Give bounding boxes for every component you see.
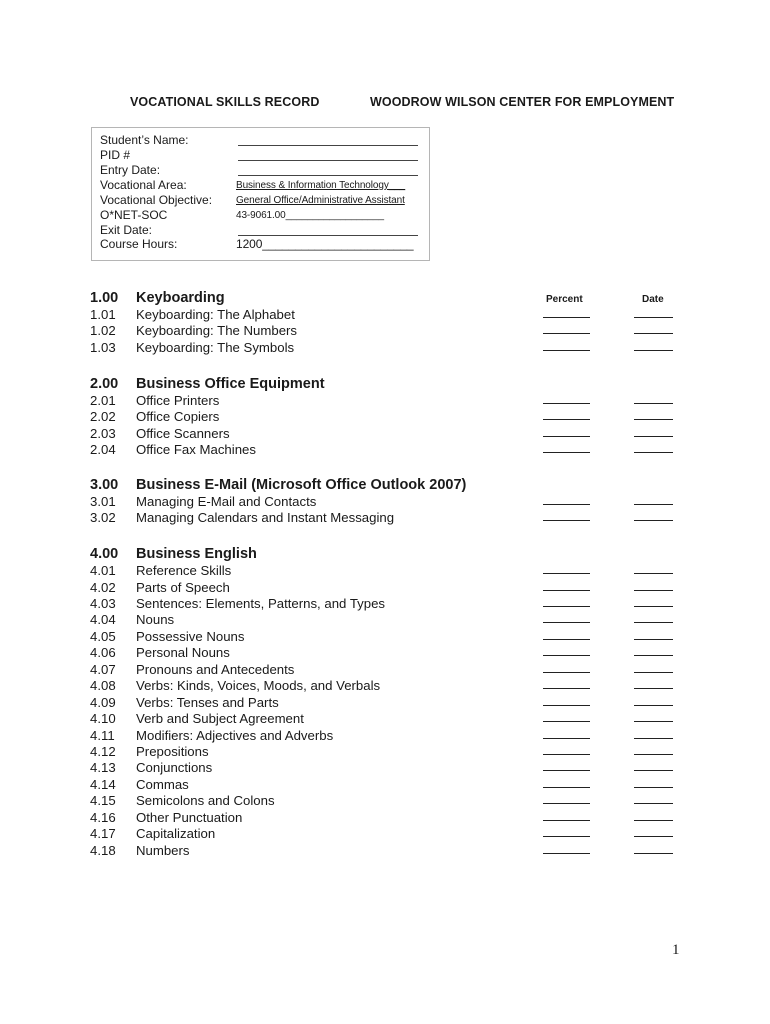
skill-item [90,728,680,744]
section-title: Business Office Equipment [136,376,325,392]
skill-label: Verbs: Kinds, Voices, Moods, and Verbals [136,678,381,694]
skill-item [90,323,680,339]
percent-blank[interactable] [543,853,590,854]
date-blank[interactable] [634,853,673,854]
date-blank[interactable] [634,688,673,689]
date-blank[interactable] [634,738,673,739]
skill-number: 1.03 [90,339,116,355]
skill-number: 4.17 [90,826,116,842]
students-name-label: Student’s Name: [100,133,189,147]
percent-blank[interactable] [543,573,590,574]
skill-number: 4.12 [90,744,116,759]
skill-label: Conjunctions [136,760,213,776]
skill-label: Reference Skills [136,563,232,578]
percent-blank[interactable] [543,403,590,404]
skill-item [90,442,680,458]
percent-blank[interactable] [543,452,590,453]
percent-blank[interactable] [543,770,590,771]
exit-date-label: Exit Date: [100,223,153,237]
skill-label: Possessive Nouns [136,628,245,644]
section-number: 1.00 [90,290,119,306]
date-blank[interactable] [634,770,673,771]
skill-item [90,409,680,425]
skill-item [90,744,680,760]
section-title: Business E-Mail (Microsoft Office Outlook 2007) [136,477,467,493]
date-blank[interactable] [634,590,673,591]
date-blank[interactable] [634,606,673,607]
entry-date-label: Entry Date: [100,163,161,177]
section-number: 4.00 [90,546,119,562]
section-heading [90,546,680,562]
skill-label: Office Fax Machines [136,442,256,458]
date-blank[interactable] [634,504,673,505]
percent-blank[interactable] [543,688,590,689]
page-number: 1 [672,942,680,958]
skill-label: Personal Nouns [136,645,230,661]
skill-number: 4.18 [90,842,116,858]
skill-item [90,629,680,645]
date-blank[interactable] [634,672,673,673]
skill-number: 2.04 [90,442,116,458]
percent-blank[interactable] [543,754,590,755]
vocational-area-label: Vocational Area: [100,178,187,192]
percent-blank[interactable] [543,705,590,706]
percent-blank[interactable] [543,590,590,591]
skill-number: 4.03 [90,595,116,611]
date-column-header: Date [642,294,664,305]
skill-label: Nouns [136,612,175,628]
skill-label: Numbers [136,842,190,858]
percent-blank[interactable] [543,436,590,437]
date-blank[interactable] [634,721,673,722]
date-blank[interactable] [634,419,673,420]
skill-number: 3.01 [90,494,116,509]
onet-soc-label: O*NET-SOC [100,208,168,222]
percent-blank[interactable] [543,655,590,656]
skill-label: Prepositions [136,744,209,759]
vocational-objective-label: Vocational Objective: [100,193,213,207]
skill-number: 1.01 [90,307,116,322]
date-blank[interactable] [634,754,673,755]
date-blank[interactable] [634,803,673,804]
skill-label: Pronouns and Antecedents [136,661,295,677]
skill-item [90,580,680,596]
skill-number: 4.08 [90,678,116,694]
skill-item [90,645,680,661]
skill-item [90,563,680,579]
skill-item [90,426,680,442]
skill-number: 4.07 [90,661,116,677]
skill-label: Commas [136,776,189,792]
pid-label: PID # [100,148,131,162]
skill-number: 2.03 [90,425,116,441]
percent-blank[interactable] [543,317,590,318]
skill-number: 2.01 [90,393,116,408]
skill-label: Verbs: Tenses and Parts [136,694,279,710]
skill-item [90,760,680,776]
skill-number: 4.14 [90,776,116,792]
section-number: 2.00 [90,376,119,392]
percent-blank[interactable] [543,738,590,739]
skill-label: Semicolons and Colons [136,793,275,809]
percent-blank[interactable] [543,672,590,673]
skill-number: 4.06 [90,645,116,661]
date-blank[interactable] [634,836,673,837]
skill-item [90,810,680,826]
section-title: Business English [136,546,257,562]
percent-blank[interactable] [543,333,590,334]
skill-number: 4.02 [90,579,116,595]
skill-number: 4.16 [90,809,116,825]
skill-item [90,596,680,612]
percent-blank[interactable] [543,803,590,804]
percent-blank[interactable] [543,606,590,607]
percent-column-header: Percent [546,294,583,305]
skill-number: 1.02 [90,323,116,339]
section-title: Keyboarding [136,290,225,306]
skill-item [90,494,680,510]
percent-blank[interactable] [543,504,590,505]
skill-label: Office Copiers [136,409,220,425]
date-blank[interactable] [634,622,673,623]
skill-label: Verb and Subject Agreement [136,711,304,726]
skill-label: Office Printers [136,393,220,408]
date-blank[interactable] [634,520,673,521]
skill-item [90,307,680,323]
percent-blank[interactable] [543,836,590,837]
skill-item [90,711,680,727]
skill-number: 4.10 [90,711,116,726]
date-blank[interactable] [634,573,673,574]
skill-label: Other Punctuation [136,809,243,825]
percent-blank[interactable] [543,820,590,821]
date-blank[interactable] [634,639,673,640]
skill-item [90,340,680,356]
skill-item [90,777,680,793]
skill-item [90,843,680,859]
skill-label: Office Scanners [136,425,230,441]
course-hours-label: Course Hours: [100,237,178,251]
percent-blank[interactable] [543,721,590,722]
date-blank[interactable] [634,403,673,404]
skill-item [90,662,680,678]
skill-number: 4.04 [90,612,116,628]
course-hours-value: 1200_______________________ [236,237,414,251]
student-info-box [91,127,430,261]
entry-date-field[interactable] [238,175,418,176]
vocational-area-value: Business & Information Technology___ [236,180,406,191]
skill-label: Parts of Speech [136,579,230,595]
section-heading [90,477,680,493]
section-heading [90,290,680,306]
skill-number: 2.02 [90,409,116,425]
organization-name: WOODROW WILSON CENTER FOR EMPLOYMENT [370,95,675,109]
percent-blank[interactable] [543,350,590,351]
percent-blank[interactable] [543,419,590,420]
skill-item [90,678,680,694]
date-blank[interactable] [634,317,673,318]
skill-item [90,393,680,409]
exit-date-field[interactable] [238,235,418,236]
skill-label: Managing E-Mail and Contacts [136,494,317,509]
skill-label: Modifiers: Adjectives and Adverbs [136,727,334,743]
date-blank[interactable] [634,350,673,351]
document-title: VOCATIONAL SKILLS RECORD [130,95,320,109]
skill-number: 4.01 [90,563,116,578]
students-name-field[interactable] [238,145,418,146]
skill-label: Keyboarding: The Numbers [136,323,298,339]
skill-label: Managing Calendars and Instant Messaging [136,510,395,526]
skill-number: 4.09 [90,694,116,710]
skill-label: Keyboarding: The Alphabet [136,307,295,322]
skill-number: 4.11 [90,727,115,743]
section-heading [90,376,680,392]
percent-blank[interactable] [543,520,590,521]
skill-label: Keyboarding: The Symbols [136,339,295,355]
skill-number: 4.15 [90,793,116,809]
skill-item [90,826,680,842]
percent-blank[interactable] [543,622,590,623]
date-blank[interactable] [634,333,673,334]
date-blank[interactable] [634,787,673,788]
section-number: 3.00 [90,477,119,493]
skill-number: 4.05 [90,628,116,644]
skill-number: 3.02 [90,510,116,526]
skill-item [90,510,680,526]
skill-label: Sentences: Elements, Patterns, and Types [136,595,385,611]
skill-item [90,793,680,809]
percent-blank[interactable] [543,639,590,640]
date-blank[interactable] [634,655,673,656]
onet-soc-value: 43-9061.00__________________ [236,210,384,221]
date-blank[interactable] [634,820,673,821]
date-blank[interactable] [634,436,673,437]
skill-item [90,612,680,628]
date-blank[interactable] [634,705,673,706]
skill-label: Capitalization [136,826,216,842]
skill-item [90,695,680,711]
vocational-objective-value: General Office/Administrative Assistant [236,195,405,206]
pid-field[interactable] [238,160,418,161]
skill-number: 4.13 [90,760,116,776]
percent-blank[interactable] [543,787,590,788]
date-blank[interactable] [634,452,673,453]
